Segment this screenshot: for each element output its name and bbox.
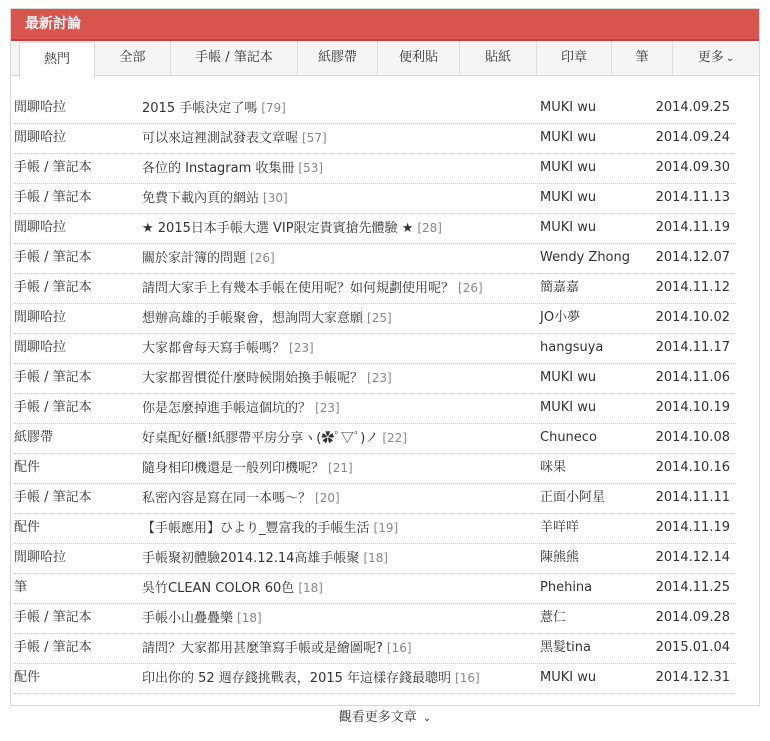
row-title-cell: [142, 634, 540, 663]
row-author[interactable]: MUKI wu: [540, 190, 597, 205]
panel-title: 最新討論: [11, 9, 759, 41]
reply-count: [18]: [363, 551, 389, 565]
row-category[interactable]: 閒聊哈拉: [14, 340, 67, 355]
row-author[interactable]: MUKI wu: [540, 130, 597, 145]
row-title-cell: [142, 244, 540, 273]
row-date: 2014.09.25: [655, 100, 730, 115]
reply-count: [26]: [458, 281, 483, 295]
row-title-link[interactable]: 請問？大家都用甚麼筆寫手帳或是繪圖呢?: [142, 641, 383, 656]
row-author[interactable]: 羊咩咩: [540, 520, 580, 535]
row-title-link[interactable]: 隨身相印機還是一般列印機呢？: [142, 461, 325, 476]
row-title-cell: [142, 424, 540, 453]
table-row[interactable]: [14, 364, 736, 394]
row-date: 2014.11.19: [655, 520, 730, 535]
reply-count: [26]: [250, 251, 275, 265]
reply-count: [22]: [382, 431, 407, 445]
row-author[interactable]: MUKI wu: [540, 100, 597, 115]
row-category[interactable]: 閒聊哈拉: [14, 220, 67, 235]
tab-stamps[interactable]: 印章: [537, 41, 612, 75]
table-row[interactable]: [14, 304, 736, 334]
row-title-cell: [142, 514, 540, 543]
row-title-cell: [142, 154, 540, 183]
row-author[interactable]: MUKI wu: [540, 370, 597, 385]
row-category[interactable]: 手帳 / 筆記本: [14, 400, 92, 415]
row-title-link[interactable]: 大家都習慣從什麼時候開始換手帳呢？: [142, 371, 364, 386]
reply-count: [16]: [455, 671, 480, 685]
row-date: 2014.12.31: [655, 670, 730, 685]
table-row[interactable]: [14, 544, 736, 574]
row-category[interactable]: 手帳 / 筆記本: [14, 250, 92, 265]
row-title-link[interactable]: 2015 手帳決定了嗎: [142, 101, 258, 116]
row-author[interactable]: 薏仁: [540, 610, 567, 625]
row-category[interactable]: 配件: [14, 670, 41, 685]
row-date: 2014.10.08: [655, 430, 730, 445]
row-author[interactable]: 陳熊熊: [540, 550, 580, 565]
tab-more-label: 更多: [697, 50, 724, 65]
row-title-link[interactable]: 關於家計簿的問題: [142, 251, 247, 266]
row-title-cell: [142, 454, 540, 483]
reply-count: [21]: [328, 461, 353, 475]
row-category[interactable]: 手帳 / 筆記本: [14, 610, 92, 625]
row-date: 2014.09.30: [655, 160, 730, 175]
row-date: 2014.12.14: [655, 550, 730, 565]
tab-hot[interactable]: 熱門: [19, 42, 95, 78]
table-row[interactable]: [14, 664, 736, 694]
row-category[interactable]: 閒聊哈拉: [14, 130, 67, 145]
row-category[interactable]: 配件: [14, 460, 41, 475]
row-author[interactable]: MUKI wu: [540, 160, 597, 175]
row-author[interactable]: MUKI wu: [540, 400, 597, 415]
chevron-down-icon: ⌄: [725, 53, 735, 64]
discussion-list: [14, 94, 736, 694]
table-row[interactable]: [14, 334, 736, 364]
tab-sticky-notes[interactable]: 便利貼: [378, 41, 460, 75]
row-title-cell: [142, 484, 540, 513]
row-date: 2014.09.28: [655, 610, 730, 625]
row-title-link[interactable]: 印出你的 52 週存錢挑戰表，2015 年這樣存錢最聰明: [142, 671, 452, 686]
table-row[interactable]: [14, 454, 736, 484]
reply-count: [20]: [315, 491, 340, 505]
row-title-cell: [142, 304, 540, 333]
row-title-cell: [142, 664, 540, 693]
row-title-cell: [142, 394, 540, 423]
tab-washi-tape[interactable]: 紙膠帶: [298, 41, 378, 75]
row-category[interactable]: 手帳 / 筆記本: [14, 490, 92, 505]
reply-count: [30]: [263, 191, 288, 205]
reply-count: [18]: [237, 611, 262, 625]
row-date: 2015.01.04: [655, 640, 730, 655]
row-category[interactable]: 閒聊哈拉: [14, 310, 67, 325]
table-row[interactable]: [14, 124, 736, 154]
row-category[interactable]: 閒聊哈拉: [14, 550, 67, 565]
reply-count: [53]: [298, 161, 324, 175]
row-date: 2014.09.24: [655, 130, 730, 145]
table-row[interactable]: [14, 184, 736, 214]
table-row[interactable]: [14, 154, 736, 184]
row-title-cell: [142, 184, 540, 213]
row-category[interactable]: 筆: [14, 580, 28, 595]
tab-pens[interactable]: 筆: [612, 41, 673, 75]
tab-notebook[interactable]: 手帳 / 筆記本: [171, 41, 298, 75]
view-more-label: 觀看更多文章: [338, 710, 417, 725]
table-row[interactable]: [14, 604, 736, 634]
table-row[interactable]: [14, 244, 736, 274]
row-author[interactable]: hangsuya: [540, 340, 604, 355]
row-author[interactable]: Chuneco: [540, 430, 597, 445]
table-row[interactable]: [14, 94, 736, 124]
reply-count: [16]: [386, 641, 412, 655]
row-author[interactable]: 黑髮tina: [540, 640, 591, 655]
row-author[interactable]: 簡嘉嘉: [540, 280, 580, 295]
row-title-link[interactable]: 各位的 Instagram 收集冊: [142, 161, 295, 176]
row-title-cell: [142, 334, 540, 363]
table-row[interactable]: [14, 574, 736, 604]
row-title-cell: [142, 544, 540, 573]
row-author[interactable]: 咪果: [540, 460, 567, 475]
reply-count: [19]: [373, 521, 399, 535]
row-author[interactable]: Wendy Zhong: [540, 250, 630, 265]
row-date: 2014.10.19: [655, 400, 730, 415]
reply-count: [23]: [315, 401, 340, 415]
row-title-cell: [142, 124, 540, 153]
row-title-cell: [142, 364, 540, 393]
row-date: 2014.11.19: [655, 220, 730, 235]
row-title-cell: [142, 574, 540, 603]
row-category[interactable]: 手帳 / 筆記本: [14, 640, 92, 655]
row-title-link[interactable]: 想辦高雄的手帳聚會，想詢問大家意願: [142, 311, 364, 326]
tab-more[interactable]: [673, 41, 759, 75]
row-author[interactable]: JO小夢: [540, 310, 581, 325]
row-title-link[interactable]: 【手帳應用】ひより_豐富我的手帳生活: [142, 521, 370, 536]
row-title-link[interactable]: 你是怎麼掉進手帳這個坑的？: [142, 401, 312, 416]
row-title-link[interactable]: 免費下載內頁的網站: [142, 191, 260, 206]
row-title-link[interactable]: 手帳聚初體驗2014.12.14高雄手帳聚: [142, 551, 360, 566]
row-author[interactable]: MUKI wu: [540, 220, 597, 235]
row-title-cell: [142, 214, 540, 243]
reply-count: [57]: [302, 131, 327, 145]
row-author[interactable]: MUKI wu: [540, 670, 597, 685]
reply-count: [23]: [289, 341, 314, 355]
row-date: 2014.11.13: [655, 190, 730, 205]
row-title-link[interactable]: 吳竹CLEAN COLOR 60色: [142, 581, 295, 596]
reply-count: [23]: [367, 371, 392, 385]
reply-count: [79]: [261, 101, 286, 115]
table-row[interactable]: [14, 634, 736, 664]
reply-count: [25]: [367, 311, 392, 325]
row-title-link[interactable]: 請問大家手上有幾本手帳在使用呢？如何規劃使用呢？: [142, 281, 455, 296]
row-title-link[interactable]: 大家都會每天寫手帳嗎？: [142, 341, 286, 356]
row-author[interactable]: Phehina: [540, 580, 593, 595]
category-tabs: [11, 41, 759, 76]
row-category[interactable]: 手帳 / 筆記本: [14, 160, 92, 175]
tab-all[interactable]: 全部: [95, 41, 171, 75]
row-title-link[interactable]: 好桌配好櫃!紙膠帶平房分享ヽ(✿ﾟ▽ﾟ)ノ: [142, 431, 379, 446]
row-date: 2014.11.17: [655, 340, 730, 355]
table-row[interactable]: [14, 394, 736, 424]
row-date: 2014.11.25: [655, 580, 730, 595]
row-category[interactable]: 配件: [14, 520, 41, 535]
row-category[interactable]: 手帳 / 筆記本: [14, 370, 92, 385]
row-title-link[interactable]: 可以來這裡測試發表文章喔: [142, 131, 299, 146]
row-category[interactable]: 手帳 / 筆記本: [14, 190, 92, 205]
row-title-cell: [142, 274, 540, 303]
row-category[interactable]: 閒聊哈拉: [14, 100, 67, 115]
table-row[interactable]: [14, 484, 736, 514]
row-title-link[interactable]: 私密內容是寫在同一本嗎～？: [142, 491, 312, 506]
table-row[interactable]: [14, 514, 736, 544]
row-category[interactable]: 手帳 / 筆記本: [14, 280, 92, 295]
table-row[interactable]: [14, 424, 736, 454]
table-row[interactable]: [14, 214, 736, 244]
chevron-down-icon: ⌄: [422, 713, 432, 724]
row-date: 2014.11.11: [655, 490, 730, 505]
row-date: 2014.11.06: [655, 370, 730, 385]
row-date: 2014.11.12: [655, 280, 730, 295]
row-date: 2014.10.16: [655, 460, 730, 475]
row-date: 2014.12.07: [655, 250, 730, 265]
table-row[interactable]: [14, 274, 736, 304]
row-author[interactable]: 正面小阿星: [540, 490, 606, 505]
row-date: 2014.10.02: [655, 310, 730, 325]
tab-stickers[interactable]: 貼紙: [460, 41, 537, 75]
row-title-cell: [142, 604, 540, 633]
reply-count: [28]: [417, 221, 442, 235]
row-title-link[interactable]: 手帳小山疊疊樂: [142, 611, 234, 626]
reply-count: [18]: [298, 581, 323, 595]
row-title-link[interactable]: ★ 2015日本手帳大選 VIP限定貴賓搶先體驗 ★: [142, 221, 414, 236]
row-title-cell: [142, 94, 540, 123]
view-more-link[interactable]: [0, 708, 770, 729]
row-category[interactable]: 紙膠帶: [14, 430, 54, 445]
